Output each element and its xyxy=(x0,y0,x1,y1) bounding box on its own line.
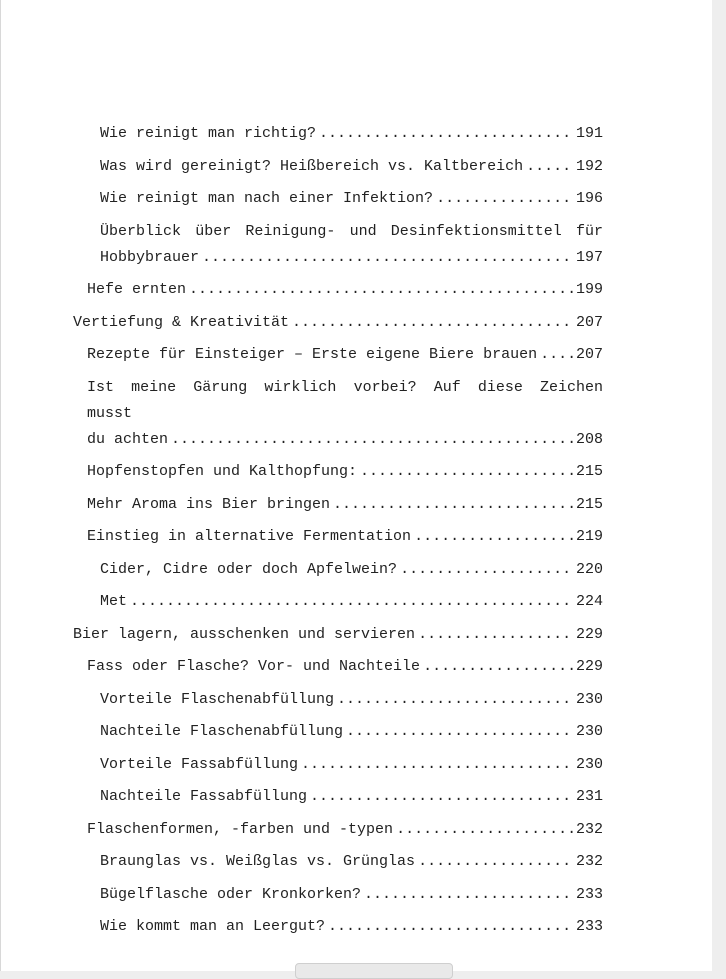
dot-leader xyxy=(436,186,573,212)
toc-entry-title: Met xyxy=(100,593,128,610)
dot-leader xyxy=(418,622,573,648)
toc-entry[interactable] xyxy=(1,342,713,368)
table-of-contents xyxy=(1,121,713,947)
toc-entry-title: Vorteile Flaschenabfüllung xyxy=(100,690,335,708)
toc-entry-page: 230 xyxy=(575,755,603,773)
toc-entry-title-continued: du achten xyxy=(87,430,169,448)
dot-leader xyxy=(414,524,573,550)
page-scroll-tab[interactable] xyxy=(295,963,453,979)
dot-leader xyxy=(171,427,573,453)
toc-entry[interactable] xyxy=(1,524,713,550)
toc-entry-page: 192 xyxy=(575,157,603,175)
toc-entry[interactable] xyxy=(1,882,713,908)
toc-entry[interactable] xyxy=(1,622,713,648)
dot-leader xyxy=(540,342,573,368)
toc-entry-page: 219 xyxy=(575,528,603,545)
toc-entry-title: Cider, Cidre oder doch Apfelwein? xyxy=(100,560,398,578)
toc-entry[interactable] xyxy=(1,914,713,940)
toc-entry-title: Was wird gereinigt? Heißbereich vs. Kaltbereich xyxy=(100,157,524,175)
toc-entry-page: 207 xyxy=(575,346,603,363)
toc-entry-page: 232 xyxy=(575,820,603,838)
toc-entry-title: Wie kommt man an Leergut? xyxy=(100,918,326,935)
toc-entry-page: 197 xyxy=(575,248,603,266)
toc-entry-page: 230 xyxy=(575,690,603,708)
dot-leader xyxy=(526,154,573,180)
toc-entry-page: 191 xyxy=(575,125,603,142)
toc-entry-title: Rezepte für Einsteiger – Erste eigene Biere brauen xyxy=(87,346,538,363)
toc-entry-title: Bier lagern, ausschenken und servieren xyxy=(73,625,416,643)
toc-entry-page: 229 xyxy=(575,625,603,643)
toc-entry-title: Mehr Aroma ins Bier bringen xyxy=(87,495,331,513)
toc-entry-title: Flaschenformen, -farben und -typen xyxy=(87,820,394,838)
toc-entry-title: Nachteile Flaschenabfüllung xyxy=(100,723,344,740)
toc-entry[interactable] xyxy=(1,557,713,583)
toc-entry[interactable] xyxy=(1,310,713,336)
toc-entry-title: Vertiefung & Kreativität xyxy=(73,313,290,331)
dot-leader xyxy=(423,654,573,680)
toc-entry-page: 229 xyxy=(575,658,603,675)
dot-leader xyxy=(189,277,573,303)
toc-entry-page: 232 xyxy=(575,853,603,870)
dot-leader xyxy=(328,914,573,940)
toc-entry-title: Hopfenstopfen und Kalthopfung: xyxy=(87,463,358,480)
toc-entry[interactable] xyxy=(1,849,713,875)
dot-leader xyxy=(319,121,573,147)
dot-leader xyxy=(400,557,573,583)
dot-leader xyxy=(346,719,573,745)
dot-leader xyxy=(333,492,573,518)
toc-entry[interactable] xyxy=(1,719,713,745)
dot-leader xyxy=(396,817,573,843)
toc-entry-title: Ist meine Gärung wirklich vorbei? Auf diese Zeichen musst xyxy=(87,378,603,422)
toc-entry-page: 196 xyxy=(575,190,603,207)
toc-entry-title: Überblick über Reinigung- und Desinfektionsmittel für xyxy=(100,222,603,240)
toc-entry-title: Bügelflasche oder Kronkorken? xyxy=(100,885,362,903)
dot-leader xyxy=(337,687,573,713)
toc-entry[interactable] xyxy=(1,752,713,778)
toc-entry-title-continued: Hobbybrauer xyxy=(100,248,200,266)
dot-leader xyxy=(292,310,573,336)
toc-entry-title: Nachteile Fassabfüllung xyxy=(100,788,308,805)
dot-leader xyxy=(418,849,573,875)
toc-entry-page: 207 xyxy=(575,313,603,331)
toc-entry-title: Braunglas vs. Weißglas vs. Grünglas xyxy=(100,853,416,870)
toc-entry-title: Wie reinigt man richtig? xyxy=(100,125,317,142)
toc-entry[interactable] xyxy=(1,277,713,303)
toc-entry[interactable] xyxy=(1,784,713,810)
toc-entry-title: Wie reinigt man nach einer Infektion? xyxy=(100,190,434,207)
toc-entry-title: Hefe ernten xyxy=(87,281,187,298)
toc-entry-page: 230 xyxy=(575,723,603,740)
toc-entry[interactable] xyxy=(1,186,713,212)
dot-leader xyxy=(130,589,573,615)
toc-entry-title: Fass oder Flasche? Vor- und Nachteile xyxy=(87,658,421,675)
toc-entry[interactable] xyxy=(1,154,713,180)
toc-entry[interactable] xyxy=(1,121,713,147)
toc-entry[interactable] xyxy=(1,219,713,271)
toc-entry[interactable] xyxy=(1,375,713,453)
toc-entry[interactable] xyxy=(1,654,713,680)
toc-entry-page: 220 xyxy=(575,560,603,578)
dot-leader xyxy=(360,459,573,485)
toc-entry[interactable] xyxy=(1,589,713,615)
toc-entry-title: Vorteile Fassabfüllung xyxy=(100,755,299,773)
toc-entry-page: 224 xyxy=(575,593,603,610)
dot-leader xyxy=(301,752,573,778)
toc-entry-page: 215 xyxy=(575,495,603,513)
toc-entry-page: 208 xyxy=(575,430,603,448)
toc-entry-page: 233 xyxy=(575,918,603,935)
toc-entry-page: 215 xyxy=(575,463,603,480)
dot-leader xyxy=(364,882,573,908)
dot-leader xyxy=(310,784,573,810)
dot-leader xyxy=(202,245,573,271)
toc-entry-page: 233 xyxy=(575,885,603,903)
toc-entry[interactable] xyxy=(1,687,713,713)
toc-entry-title: Einstieg in alternative Fermentation xyxy=(87,528,412,545)
toc-entry-page: 199 xyxy=(575,281,603,298)
toc-entry[interactable] xyxy=(1,817,713,843)
toc-entry-page: 231 xyxy=(575,788,603,805)
toc-entry[interactable] xyxy=(1,492,713,518)
toc-entry[interactable] xyxy=(1,459,713,485)
